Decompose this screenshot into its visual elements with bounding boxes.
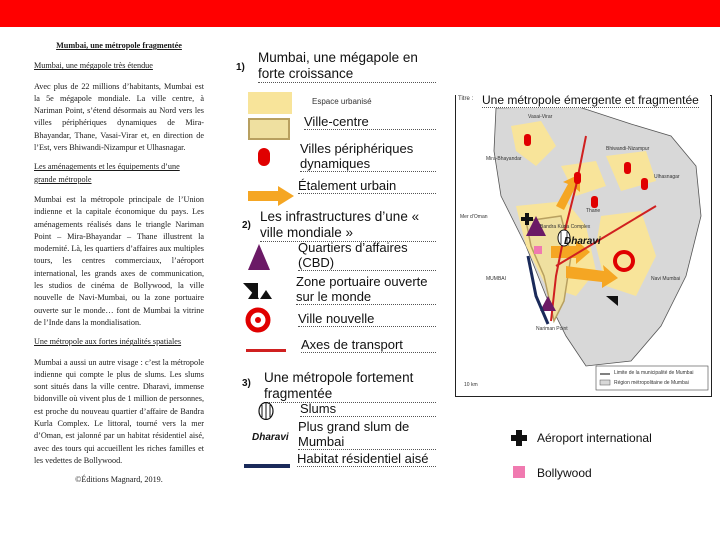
port-icon [243, 283, 273, 304]
plus-grand-slum-label: Plus grand slum de Mumbai [298, 419, 436, 450]
map-legend-limit: Limite de la municipalité de Mumbai [614, 370, 694, 376]
airport-icon [511, 430, 527, 451]
header-bar [0, 0, 720, 27]
map-legend-region: Région métropolitaine de Mumbai [614, 380, 689, 386]
ville-nouvelle-icon [245, 307, 271, 338]
text-panel [34, 40, 204, 490]
habitat-line-icon [244, 464, 290, 468]
section-1-title: Mumbai, une mégapole en forte croissance [258, 50, 436, 83]
map-frame [455, 95, 712, 397]
ville-nouvelle-label: Ville nouvelle [298, 311, 436, 327]
map-scale: 10 km [464, 382, 478, 388]
map-place-vasai: Vasai-Virar [528, 114, 553, 120]
villes-peripheriques-label: Villes périphériques dynamiques [300, 141, 436, 172]
map-place-mira: Mira-Bhayandar [486, 156, 522, 162]
text-title: Mumbai, une métropole fragmentée [56, 41, 182, 50]
section-2-title: Les infrastructures d’une « ville mondiale » [260, 209, 436, 242]
map-title-label: Titre : [458, 96, 474, 102]
map-place-ulhas: Ulhasnagar [654, 174, 680, 180]
map-place-bhiwandi: Bhiwandi-Nizampur [606, 146, 650, 152]
section-3-number: 3) [242, 378, 251, 389]
airport-label: Aéroport international [537, 431, 652, 445]
text-subtitle-3: Une métropole aux fortes inégalités spatiales [34, 337, 182, 347]
map-place-nariman: Nariman Point [536, 326, 568, 332]
quartiers-label: Quartiers d’affaires (CBD) [298, 240, 436, 271]
slums-icon [258, 402, 274, 425]
slums-label: Slums [300, 401, 436, 417]
urban-space-swatch [248, 92, 292, 114]
ville-centre-swatch [248, 118, 290, 140]
section-2-number: 2) [242, 220, 251, 231]
habitat-label: Habitat résidentiel aisé [297, 451, 436, 467]
villes-peripheriques-icon [258, 148, 270, 166]
axes-line-icon [246, 349, 286, 352]
text-paragraph-1: Avec plus de 22 millions d’habitants, Mumbai est la 5e mégapole mondiale. La ville centre, à Nariman Point, s’étend désormais au Nord vers les villes périphériques dynamiques de Mira-Bhayandar, Thane, Vasai-Virar et, en direction de l’Est, vers Bhiwandi-Nizampur et Ulhasnagar. [34, 81, 204, 153]
section-1-number: 1) [236, 62, 245, 73]
map-place-mer: Mer d’Oman [460, 214, 488, 220]
map-place-navi: Navi Mumbai [651, 276, 681, 282]
zone-portuaire-label: Zone portuaire ouverte sur le monde [296, 274, 436, 305]
axes-label: Axes de transport [301, 337, 436, 353]
ville-centre-label: Ville-centre [304, 114, 436, 130]
map-place-mumbai: MUMBAI [486, 276, 506, 282]
map-place-bandra: Bandra Kurla Complex [540, 224, 591, 230]
urban-space-label: Espace urbanisé [312, 97, 372, 106]
bollywood-icon [513, 466, 525, 478]
cbd-triangle-icon [248, 244, 270, 275]
map-title: Une métropole émergente et fragmentée [482, 93, 699, 107]
etalement-arrow-icon [248, 186, 296, 211]
map-place-thane: Thane [586, 208, 601, 214]
etalement-label: Étalement urbain [298, 178, 436, 194]
text-subtitle-1: Mumbai, une mégapole très étendue [34, 61, 153, 71]
dharavi-legend-symbol: Dharavi [252, 432, 289, 443]
bollywood-label: Bollywood [537, 466, 592, 480]
text-paragraph-2: Mumbai est la métropole principale de l’Union indienne et la capitale économique du pays. Les aménagements réalisés dans le triangle Nariman Point – Mira-Bhayandar – Thane illustrent la modernité. Là, les quartiers d’affaires aux multiples tours, les centres commerciaux, l’aéroport international, les grands axes de communication, les studios de cinéma de Bollywood, la ville nouvelle de Navi-Mumbai, ou la zone portuaire ouverte sur le monde… font de Mumbai la vitrine de l’Inde dans la mondialisation. [34, 194, 204, 327]
text-subtitle-2: Les aménagements et les équipements d’une grande métropole [34, 162, 180, 184]
text-paragraph-3: Mumbai a aussi un autre visage : c’est la métropole indienne qui compte le plus de slums. Les slums sont situés dans la ville centre. Dharavi, immense bidonville où vivent plus de 1 million de personnes, est proche du nouveau quartier d’affaire de Bandra Kurla Complex. Le littoral, tourné vers la mer d’Oman, est jalonné par un habitat résidentiel aisé, avec des tours qui accueillent les riches familles et les vedettes de Bollywood. [34, 357, 204, 465]
text-credit: ©Éditions Magnard, 2019. [75, 475, 163, 485]
section-3-title: Une métropole fortement fragmentée [264, 370, 436, 403]
map-place-dharavi: Dharavi [564, 236, 601, 247]
